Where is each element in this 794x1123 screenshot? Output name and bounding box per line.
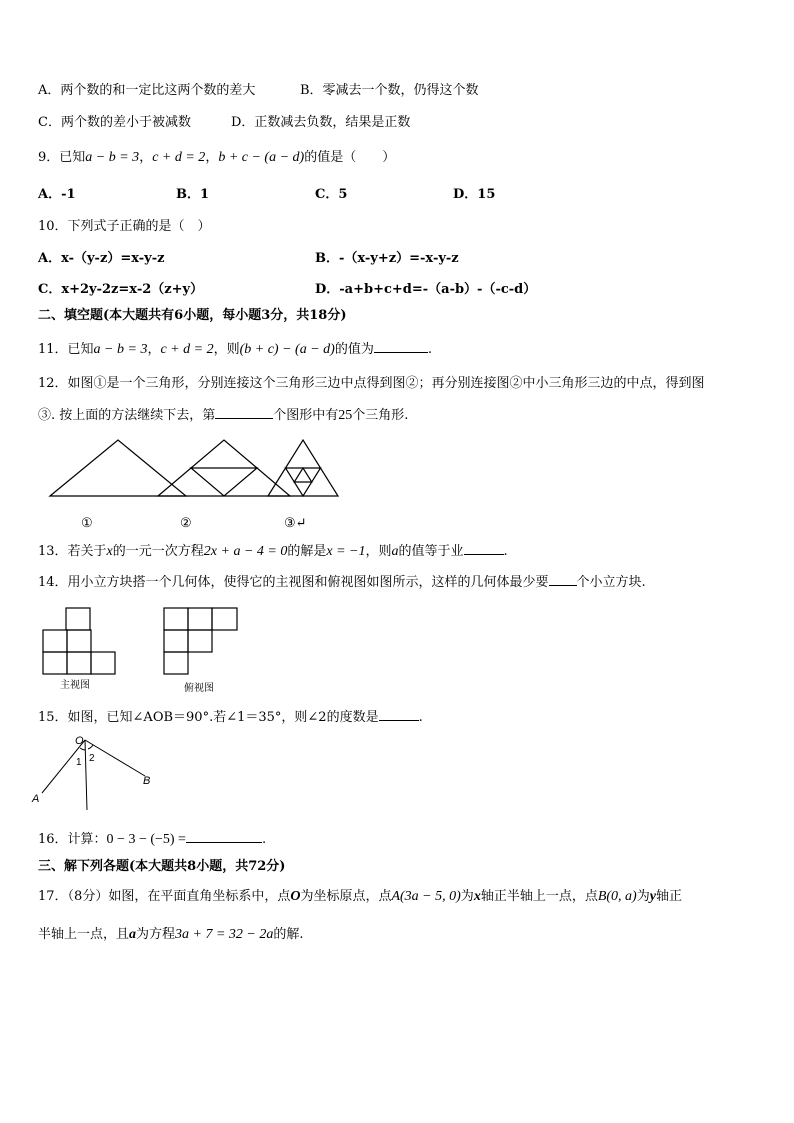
q17-line1: 17．（8分）如图，在平面直角坐标系中，点O为坐标原点，点A(3a − 5, 0)为x轴正半轴上一点，点B(0, a)为y轴正 <box>38 889 682 904</box>
q17-line2: 半轴上一点，且a为方程3a + 7 = 32 − 2a的解. <box>38 927 304 942</box>
q8-option-b: B．零减去一个数，仍得这个数 <box>300 83 479 98</box>
triangle-figure-1 <box>50 440 186 496</box>
q11-answer-blank[interactable] <box>374 339 428 353</box>
point-a-label: A <box>32 793 40 805</box>
q14-stem: 14．用小立方块搭一个几何体，使得它的主视图和俯视图如图所示，这样的几何体最少要 个小立方块. <box>38 572 646 592</box>
section-3-heading: 三、解下列各题(本大题共8小题，共72分) <box>38 859 286 874</box>
q10-option-b: B．-（x-y+z）=-x-y-z <box>315 251 459 266</box>
q13-solution: x = −1 <box>326 544 366 559</box>
section-2-heading: 二、填空题(本大题共有6小题，每小题3分，共18分) <box>38 308 347 323</box>
q8-option-a: A．两个数的和一定比这两个数的差大 <box>38 83 256 98</box>
q13-stem: 13．若关于x的一元一次方程2x + a − 4 = 0的解是x = −1，则a的值等于业 . <box>38 541 508 561</box>
point-o-label: O <box>75 735 84 747</box>
q17-equation: 3a + 7 = 32 − 2a <box>175 927 274 942</box>
q9-cond2: c + d = 2 <box>152 150 206 165</box>
q13-answer-blank[interactable] <box>464 541 504 555</box>
figure-label-1: ① <box>81 516 93 531</box>
q15-stem: 15．如图，已知∠AOB＝90°.若∠1＝35°，则∠2的度数是 . <box>38 707 423 727</box>
triangle-figure-2 <box>158 440 290 496</box>
q8-option-d: D．正数减去负数，结果是正数 <box>231 115 411 130</box>
q16-expression: 0 − 3 − (−5) = <box>106 832 186 847</box>
q11-stem: 11．已知a − b = 3，c + d = 2，则(b + c) − (a − d)的值为 . <box>38 339 432 359</box>
point-b-label: B <box>143 775 151 787</box>
front-view-grid <box>43 608 115 674</box>
q14-answer-blank[interactable] <box>549 572 577 586</box>
q11-cond2: c + d = 2 <box>160 342 214 357</box>
top-view-grid <box>164 608 237 674</box>
q9-option-b: B．1 <box>176 187 210 202</box>
angle-1-label: 1 <box>76 757 82 768</box>
q16-answer-blank[interactable] <box>186 829 262 843</box>
q13-equation: 2x + a − 4 = 0 <box>203 544 288 559</box>
ray-oc <box>85 740 87 810</box>
q10-option-a: A．x-（y-z）=x-y-z <box>38 251 165 266</box>
q12-line2: ③. 按上面的方法继续下去，第 个图形中有25个三角形. <box>38 405 408 425</box>
front-view-label: 主视图 <box>60 680 90 691</box>
q9-expr: b + c − (a − d) <box>218 150 305 165</box>
q9-option-a: A．-1 <box>38 187 76 202</box>
angle-figure <box>30 728 160 813</box>
q9-option-c: C．5 <box>315 187 348 202</box>
top-view-label: 俯视图 <box>184 683 214 694</box>
q12-number: 25 <box>338 408 353 423</box>
q10-option-d: D．-a+b+c+d=-（a-b）-（-c-d） <box>315 282 537 297</box>
q17-point-b: B(0, a) <box>597 889 637 904</box>
angle-arc-2 <box>88 745 93 749</box>
angle-2-label: 2 <box>89 753 95 764</box>
figure-label-3: ③↵ <box>284 516 307 531</box>
q9-cond1: a − b = 3 <box>85 150 140 165</box>
q12-line1: 12．如图①是一个三角形，分别连接这个三角形三边中点得到图②；再分别连接图②中小三角形三边的中点，得到图 <box>38 376 705 391</box>
q16-stem: 16．计算：0 − 3 − (−5) = . <box>38 829 266 849</box>
q8-option-c: C．两个数的差小于被减数 <box>38 115 191 130</box>
cube-views <box>40 605 250 677</box>
figure-label-2: ② <box>180 516 192 531</box>
q17-point-a: A(3a − 5, 0) <box>391 889 461 904</box>
triangle-figures <box>40 435 350 500</box>
q15-answer-blank[interactable] <box>379 707 419 721</box>
q10-stem: 10．下列式子正确的是（ ） <box>38 219 211 234</box>
q12-answer-blank[interactable] <box>215 405 273 419</box>
angle-arc-1 <box>80 748 85 750</box>
q9-option-d: D．15 <box>453 187 496 202</box>
q11-cond1: a − b = 3 <box>93 342 148 357</box>
q10-option-c: C．x+2y-2z=x-2（z+y） <box>38 282 204 297</box>
q11-expr: (b + c) − (a − d) <box>239 342 335 357</box>
triangle-figure-3 <box>268 440 338 496</box>
q9-stem: 9．已知a − b = 3，c + d = 2，b + c − (a − d)的值是（ ） <box>38 150 396 165</box>
